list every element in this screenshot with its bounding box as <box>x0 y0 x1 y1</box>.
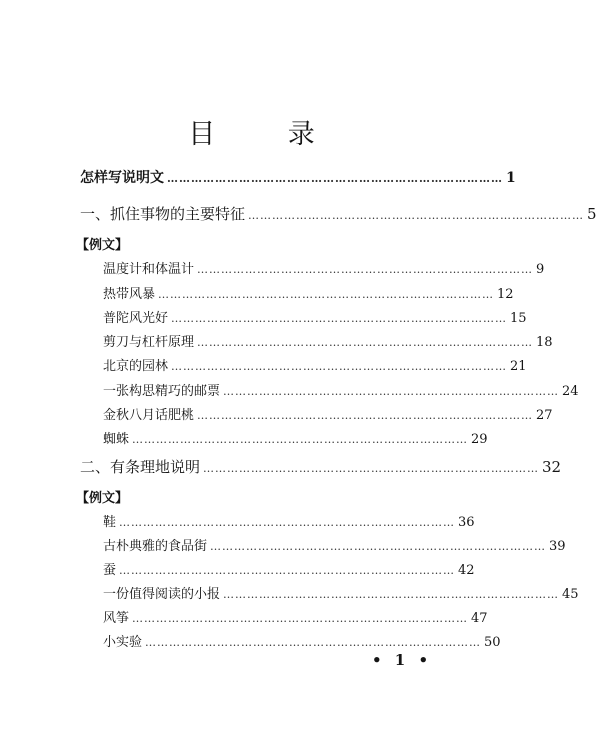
toc-entry <box>103 283 514 302</box>
toc-entry-page: 12 <box>497 287 514 302</box>
leader-dots: ………………………………………………………………………… <box>158 288 495 301</box>
leader-dots: ………………………………………………………………………… <box>132 612 469 625</box>
toc-entry-label: 风筝 <box>103 611 130 626</box>
toc-entry-intro <box>80 167 516 187</box>
toc-entry-label: 古朴典雅的食品街 <box>103 539 208 554</box>
leader-dots: ………………………………………………………………………… <box>132 433 469 446</box>
toc-entry-label: 温度计和体温计 <box>103 262 195 277</box>
toc-entry-page: 1 <box>506 170 516 186</box>
toc-entry-label: 一份值得阅读的小报 <box>103 587 221 602</box>
leader-dots: ………………………………………………………………………… <box>145 636 482 649</box>
leader-dots: ………………………………………………………………………… <box>203 462 540 475</box>
toc-entry-label: 小实验 <box>103 635 143 650</box>
toc-entry-page: 29 <box>471 432 488 447</box>
toc-entry-label: 一张构思精巧的邮票 <box>103 384 221 399</box>
toc-entry <box>103 535 566 554</box>
section-page: 32 <box>542 458 562 476</box>
leader-dots: ………………………………………………………………………… <box>197 263 534 276</box>
toc-entry <box>103 428 488 447</box>
leader-dots: ………………………………………………………………………… <box>210 540 547 553</box>
toc-section-2 <box>80 456 562 477</box>
toc-entry-page: 36 <box>458 515 475 530</box>
leader-dots: ………………………………………………………………………… <box>171 360 508 373</box>
leader-dots: ………………………………………………………………………… <box>223 385 560 398</box>
leader-dots: ………………………………………………………………………… <box>119 516 456 529</box>
toc-entry-page: 50 <box>484 635 501 650</box>
toc-entry-page: 21 <box>510 359 527 374</box>
toc-section-1 <box>80 203 597 224</box>
leader-dots: ………………………………………………………………………… <box>119 564 456 577</box>
toc-entry-page: 27 <box>536 408 553 423</box>
toc-entry <box>103 583 579 602</box>
leader-dots: ………………………………………………………………………… <box>197 336 534 349</box>
leader-dots: ………………………………………………………………………… <box>197 409 534 422</box>
toc-entry <box>103 307 527 326</box>
toc-entry-label: 鞋 <box>103 515 117 530</box>
toc-entry <box>103 355 527 374</box>
leader-dots: ………………………………………………………………………… <box>167 172 503 185</box>
toc-entry-page: 45 <box>562 587 579 602</box>
toc-entry-page: 42 <box>458 563 475 578</box>
example-tag: 【例文】 <box>76 238 129 253</box>
toc-entry-page: 39 <box>549 539 566 554</box>
toc-entry <box>103 631 501 650</box>
toc-entry <box>103 511 475 530</box>
toc-entry-page: 24 <box>562 384 579 399</box>
leader-dots: ………………………………………………………………………… <box>248 209 585 222</box>
toc-entry-label: 普陀风光好 <box>103 311 169 326</box>
toc-entry <box>103 331 553 350</box>
section-label: 二、有条理地说明 <box>80 458 201 476</box>
toc-entry-page: 9 <box>536 262 545 277</box>
toc-entry-label: 怎样写说明文 <box>80 170 164 186</box>
toc-entry-label: 热带风暴 <box>103 287 156 302</box>
page-number: • 1 • <box>372 651 433 669</box>
toc-entry-label: 蜘蛛 <box>103 432 130 447</box>
toc-entry <box>103 380 579 399</box>
toc-entry-label: 北京的园林 <box>103 359 169 374</box>
toc-entry <box>103 559 475 578</box>
toc-entry-page: 15 <box>510 311 527 326</box>
toc-entry <box>103 607 488 626</box>
toc-entry-label: 金秋八月话肥桃 <box>103 408 195 423</box>
toc-entry-label: 蚕 <box>103 563 117 578</box>
leader-dots: ………………………………………………………………………… <box>223 588 560 601</box>
toc-entry <box>103 404 553 423</box>
leader-dots: ………………………………………………………………………… <box>171 312 508 325</box>
toc-entry <box>103 258 545 277</box>
page-title: 目 录 <box>188 119 347 150</box>
section-page: 5 <box>587 205 597 223</box>
section-label: 一、抓住事物的主要特征 <box>80 205 246 223</box>
toc-entry-label: 剪刀与杠杆原理 <box>103 335 195 350</box>
toc-entry-page: 18 <box>536 335 553 350</box>
toc-entry-page: 47 <box>471 611 488 626</box>
example-tag: 【例文】 <box>76 491 129 506</box>
